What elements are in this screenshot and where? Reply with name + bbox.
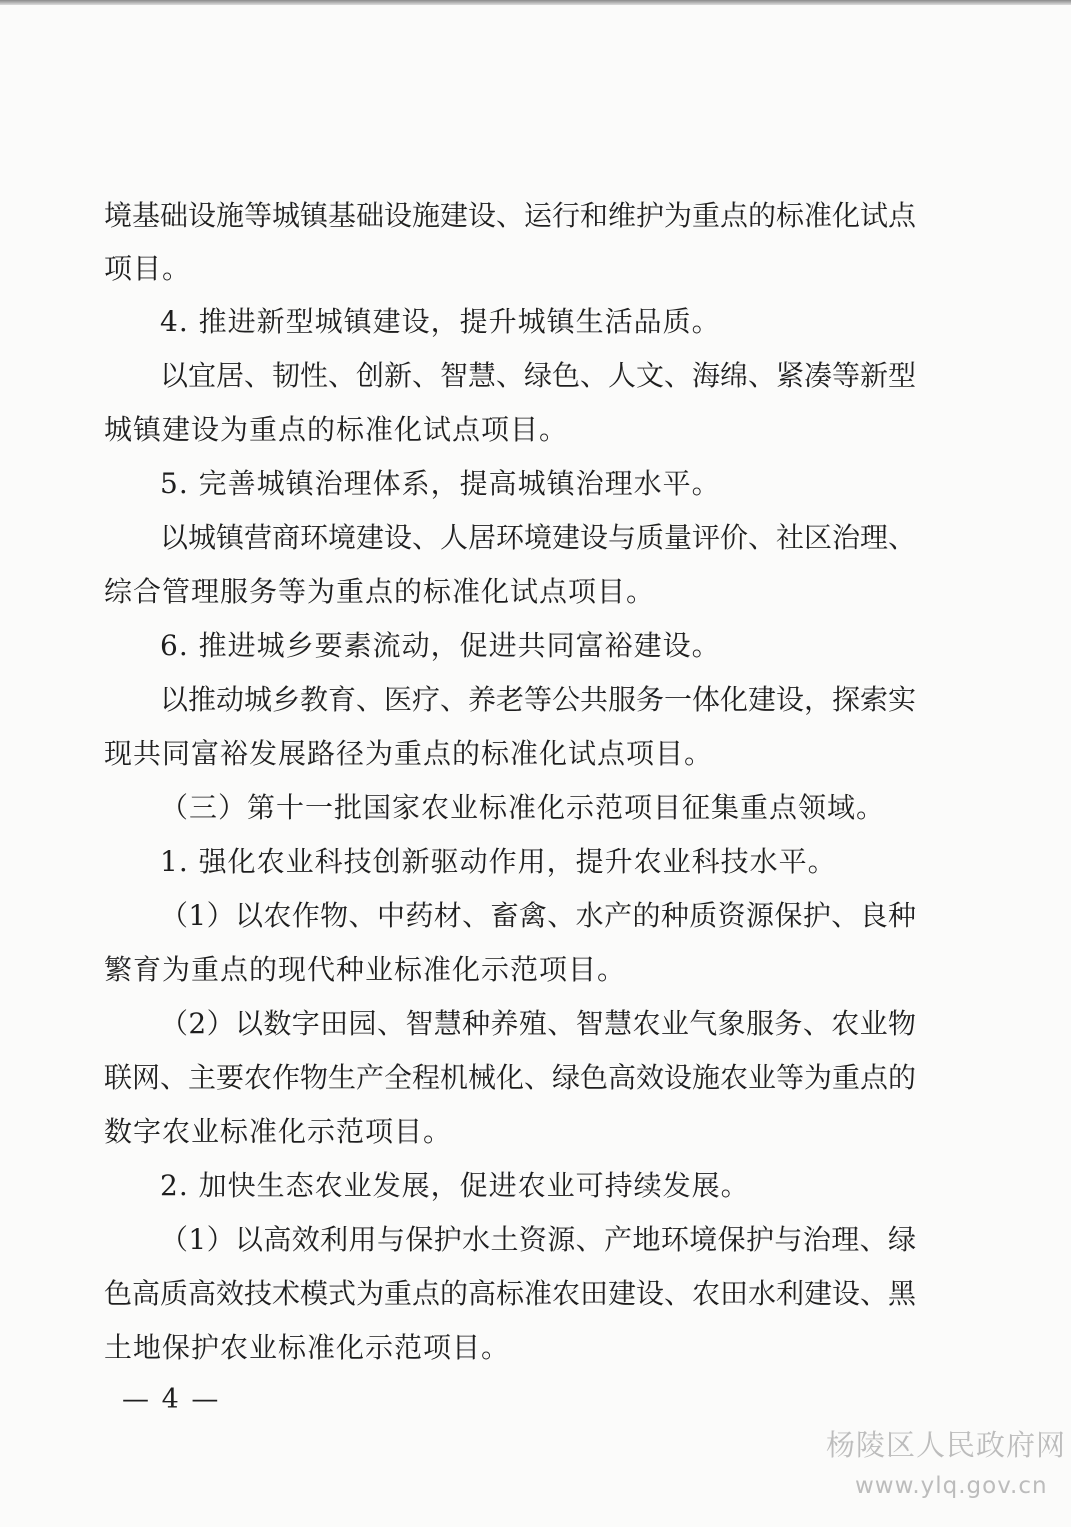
paragraph-line: （2）以数字田园、智慧种养殖、智慧农业气象服务、农业物 — [160, 1007, 916, 1040]
section-heading: （三）第十一批国家农业标准化示范项目征集重点领域。 — [160, 791, 886, 824]
paragraph-line: 境基础设施等城镇基础设施建设、运行和维护为重点的标准化试点 — [104, 199, 917, 232]
page-number: — 4 — — [122, 1384, 221, 1415]
paragraph-line: 以推动城乡教育、医疗、养老等公共服务一体化建设，探索实 — [160, 683, 917, 716]
paragraph-line: 以城镇营商环境建设、人居环境建设与质量评价、社区治理、 — [160, 521, 917, 554]
paragraph-line: 城镇建设为重点的标准化试点项目。 — [104, 413, 569, 446]
numbered-heading: 6. 推进城乡要素流动，促进共同富裕建设。 — [160, 629, 721, 662]
paragraph-line: 数字农业标准化示范项目。 — [104, 1115, 453, 1148]
watermark-site-name: 杨陵区人民政府网 — [826, 1428, 1067, 1462]
numbered-heading: 1. 强化农业科技创新驱动作用，提升农业科技水平。 — [160, 845, 837, 878]
numbered-heading: 4. 推进新型城镇建设，提升城镇生活品质。 — [160, 305, 721, 338]
numbered-heading: 5. 完善城镇治理体系，提高城镇治理水平。 — [160, 467, 721, 500]
paragraph-line: （1）以高效利用与保护水土资源、产地环境保护与治理、绿 — [160, 1223, 916, 1256]
numbered-heading: 2. 加快生态农业发展，促进农业可持续发展。 — [160, 1169, 750, 1202]
paragraph-line: 项目。 — [104, 252, 192, 285]
top-scan-edge — [0, 0, 1071, 5]
paragraph-line: 色高质高效技术模式为重点的高标准农田建设、农田水利建设、黑 — [104, 1277, 917, 1310]
watermark-url: www.ylq.gov.cn — [855, 1473, 1048, 1499]
paragraph-line: 联网、主要农作物生产全程机械化、绿色高效设施农业等为重点的 — [104, 1061, 917, 1094]
paragraph-line: 以宜居、韧性、创新、智慧、绿色、人文、海绵、紧凑等新型 — [160, 359, 917, 392]
paragraph-line: 土地保护农业标准化示范项目。 — [104, 1331, 511, 1364]
paragraph-line: 综合管理服务等为重点的标准化试点项目。 — [104, 575, 656, 608]
paragraph-line: 现共同富裕发展路径为重点的标准化试点项目。 — [104, 737, 714, 770]
paragraph-line: 繁育为重点的现代种业标准化示范项目。 — [104, 953, 627, 986]
paragraph-line: （1）以农作物、中药材、畜禽、水产的种质资源保护、良种 — [160, 899, 916, 932]
